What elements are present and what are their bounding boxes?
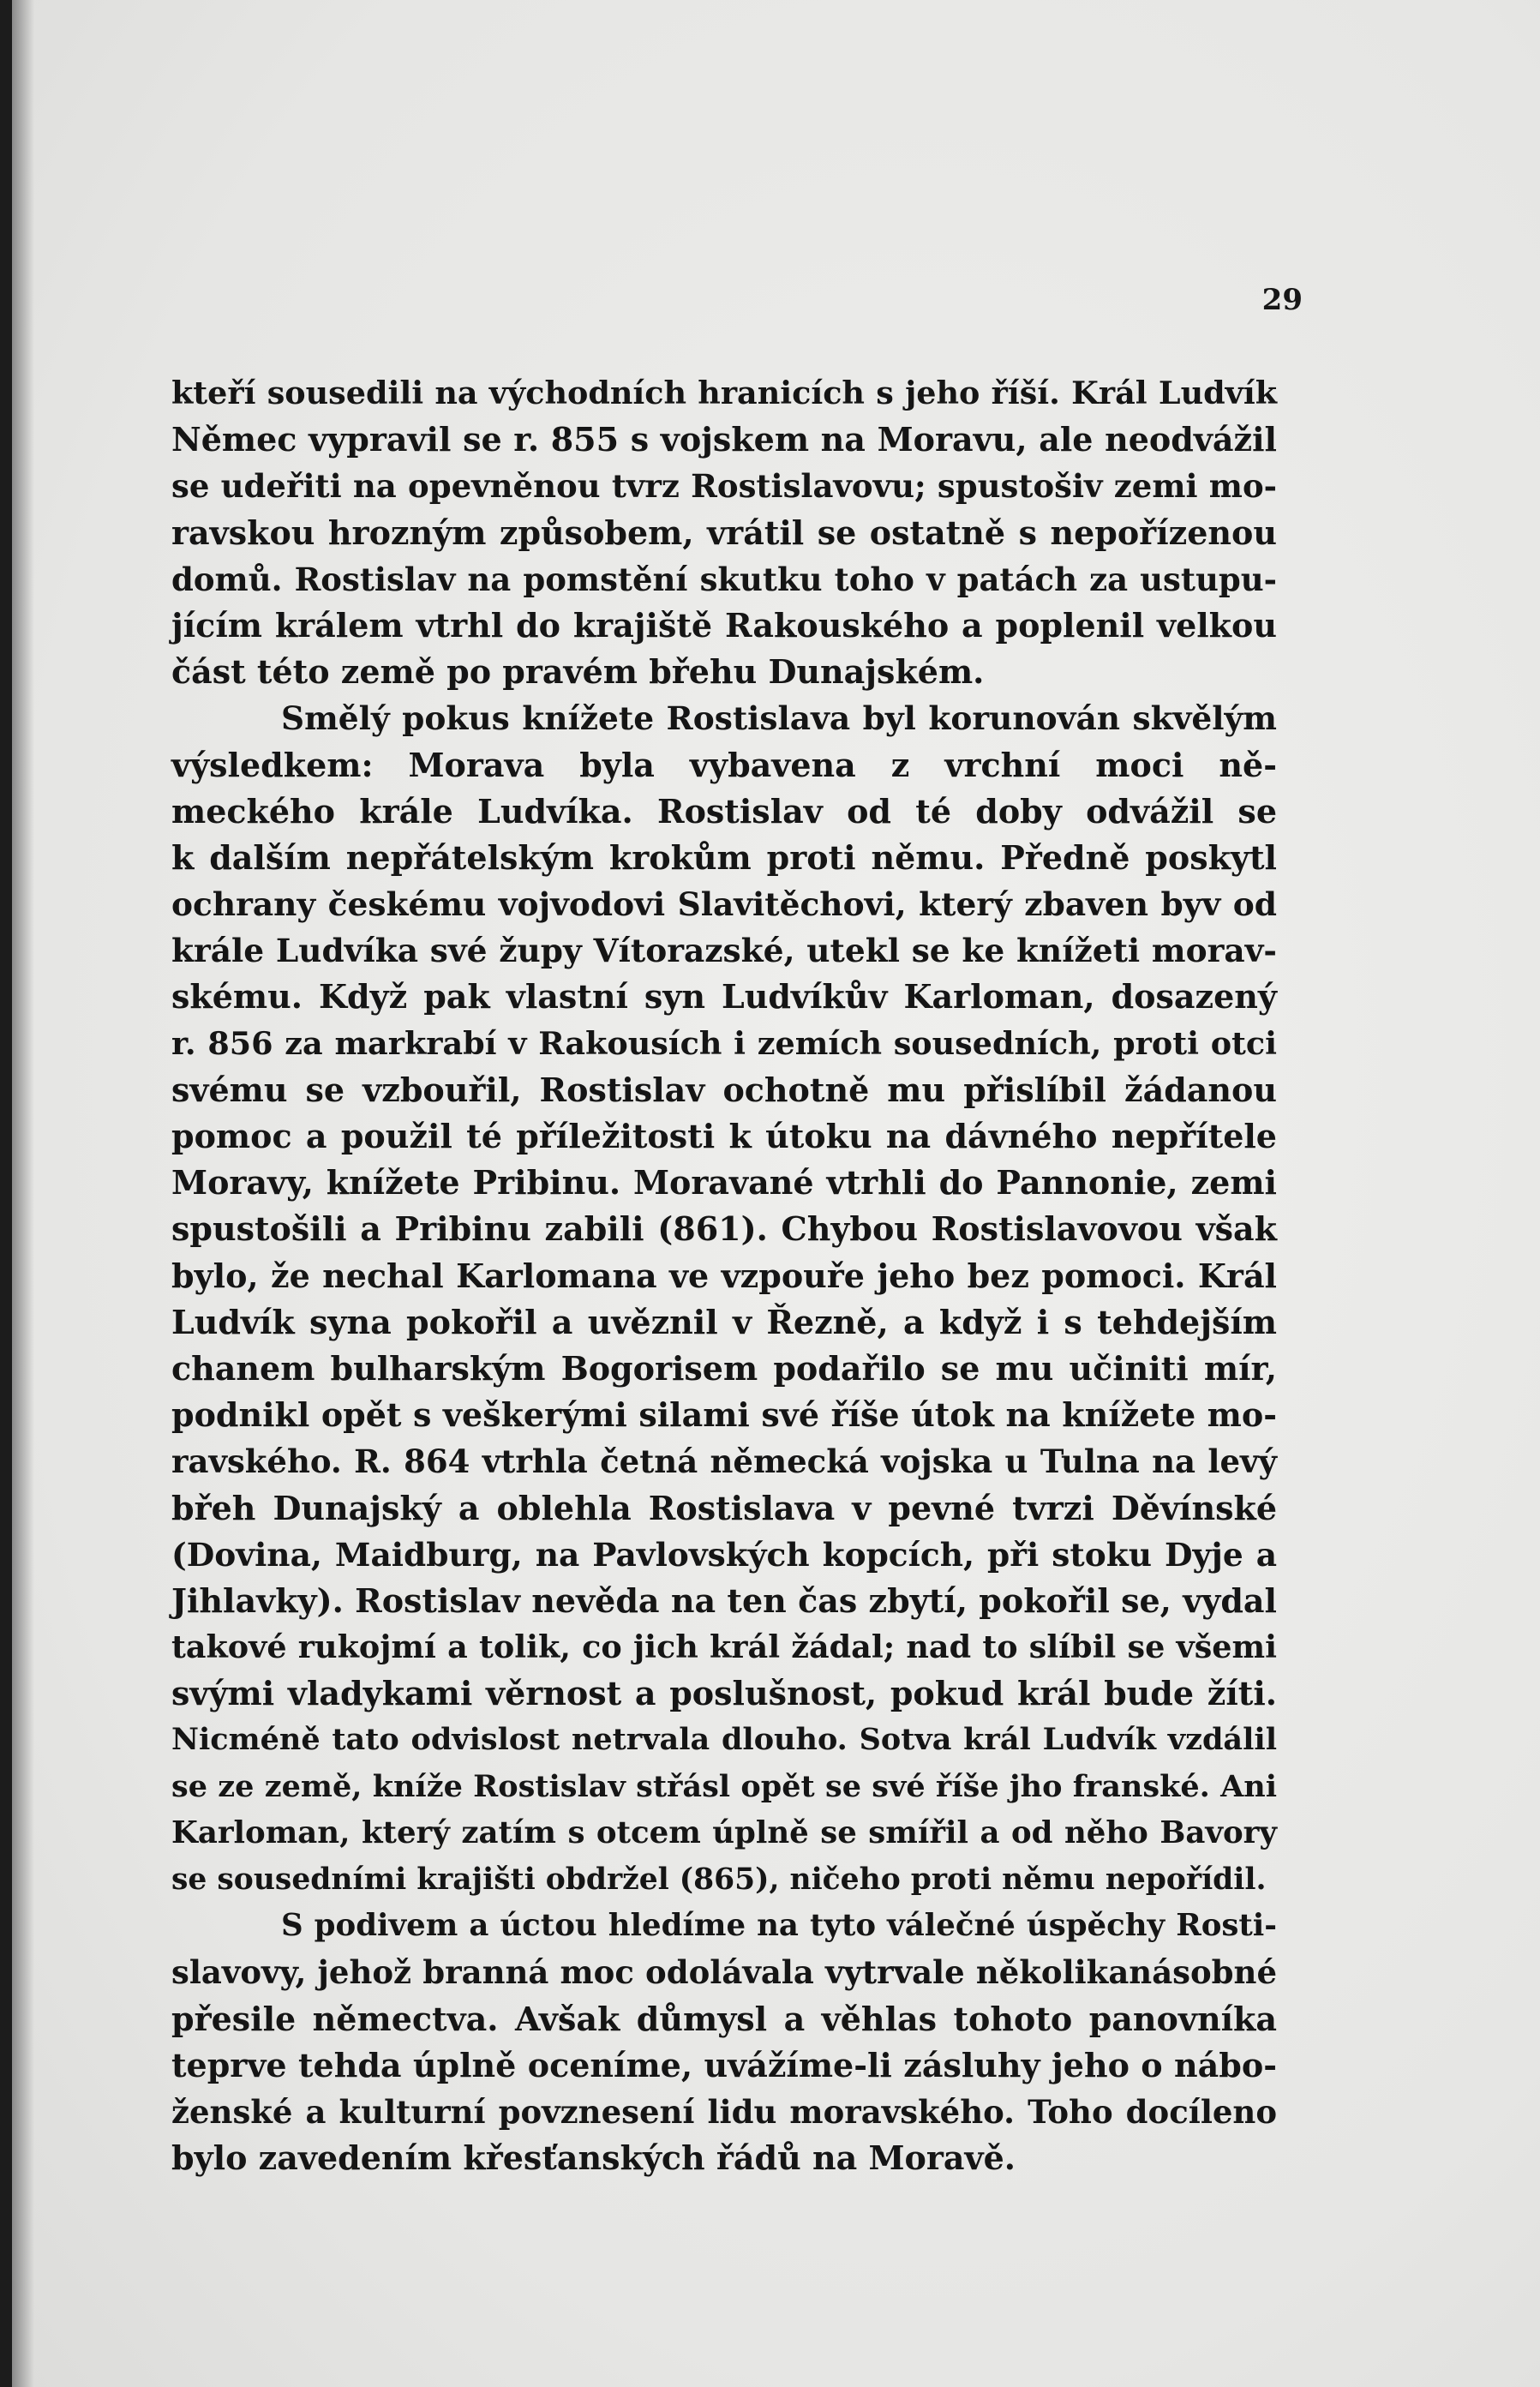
text-line: Jihlavky). Rostislav nevěda na ten čas zbytí, pokořil se, vydal bbox=[171, 1580, 1277, 1620]
text-line: kteří sousedili na východních hranicích s jeho říší. Král Ludvík bbox=[171, 375, 1277, 411]
text-line: Ludvík syna pokořil a uvěznil v Řezně, a když i s tehdejším bbox=[171, 1302, 1277, 1341]
page-edge-shadow bbox=[12, 0, 34, 2387]
text-line: se ze země, kníže Rostislav střásl opět se své říše jho franské. Ani bbox=[171, 1768, 1277, 1804]
text-line: (Dovina, Maidburg, na Pavlovských kopcích, při stoku Dyje a bbox=[171, 1535, 1277, 1574]
text-line: ochrany českému vojvodovi Slavitěchovi, který zbaven byv od bbox=[171, 885, 1277, 924]
text-line: meckého krále Ludvíka. Rostislav od té doby odvážil se bbox=[171, 791, 1277, 831]
page-number: 29 bbox=[1261, 283, 1303, 317]
text-line: domů. Rostislav na pomstění skutku toho v patách za ustupu- bbox=[171, 560, 1277, 598]
text-line: bylo, že nechal Karlomana ve vzpouře jeho bez pomoci. Král bbox=[171, 1256, 1277, 1295]
text-line: r. 856 za markrabí v Rakousích i zemích sousedních, proti otci bbox=[171, 1024, 1277, 1062]
text-line: svému se vzbouřil, Rostislav ochotně mu přislíbil žádanou bbox=[171, 1070, 1277, 1109]
text-line: bylo zavedením křesťanských řádů na Moravě. bbox=[171, 2138, 1016, 2178]
body-text bbox=[171, 370, 1277, 2181]
text-line: spustošili a Pribinu zabili (861). Chybou Rostislavovou však bbox=[171, 1209, 1277, 1249]
text-line: jícím králem vtrhl do krajiště Rakouského a poplenil velkou bbox=[171, 605, 1277, 645]
text-line: se sousedními krajišti obdržel (865), ničeho proti němu nepořídil. bbox=[171, 1862, 1267, 1897]
text-line: Karloman, který zatím s otcem úplně se smířil a od něho Bavory bbox=[171, 1814, 1277, 1850]
text-line: krále Ludvíka své župy Vítorazské, utekl se ke knížeti morav- bbox=[171, 932, 1277, 970]
text-line: Nicméně tato odvislost netrvala dlouho. Sotva král Ludvík vzdálil bbox=[171, 1722, 1277, 1758]
text-line: ravského. R. 864 vtrhla četná německá vojska u Tulna na levý bbox=[171, 1442, 1277, 1481]
text-line: skému. Když pak vlastní syn Ludvíkův Karloman, dosazený bbox=[171, 977, 1277, 1017]
paragraph-start-line: Smělý pokus knížete Rostislava byl korunován skvělým bbox=[281, 699, 1277, 738]
text-line: se udeřiti na opevněnou tvrz Rostislavovu; spustošiv zemi mo- bbox=[171, 467, 1277, 506]
text-line: teprve tehda úplně oceníme, uvážíme-li zásluhy jeho o nábo- bbox=[171, 2045, 1277, 2084]
text-line: ravskou hrozným způsobem, vrátil se ostatně s nepořízenou bbox=[171, 513, 1277, 552]
text-line: podnikl opět s veškerými silami své říše útok na knížete mo- bbox=[171, 1395, 1277, 1435]
paragraph-start-line: S podivem a úctou hledíme na tyto válečné úspěchy Rosti- bbox=[281, 1908, 1277, 1944]
text-line: část této země po pravém břehu Dunajském. bbox=[171, 652, 985, 692]
text-line: slavovy, jehož branná moc odolávala vytrvale několikanásobné bbox=[171, 1953, 1277, 1992]
text-line: přesile němectva. Avšak důmysl a věhlas tohoto panovníka bbox=[171, 1999, 1277, 2038]
text-line: Němec vypravil se r. 855 s vojskem na Moravu, ale neodvážil bbox=[171, 420, 1277, 459]
text-line: svými vladykami věrnost a poslušnost, pokud král bude žíti. bbox=[171, 1674, 1277, 1713]
text-line: břeh Dunajský a oblehla Rostislava v pevné tvrzi Děvínské bbox=[171, 1488, 1277, 1527]
text-line: ženské a kulturní povznesení lidu moravského. Toho docíleno bbox=[171, 2092, 1277, 2131]
text-line: výsledkem: Morava byla vybavena z vrchní moci ně- bbox=[171, 745, 1277, 784]
text-line: Moravy, knížete Pribinu. Moravané vtrhli do Pannonie, zemi bbox=[171, 1163, 1277, 1202]
text-line: takové rukojmí a tolik, co jich král žádal; nad to slíbil se všemi bbox=[171, 1628, 1277, 1666]
text-line: pomoc a použil té příležitosti k útoku na dávného nepřítele bbox=[171, 1117, 1277, 1155]
text-line: k dalším nepřátelským krokům proti němu. Předně poskytl bbox=[171, 837, 1277, 877]
text-line: chanem bulharským Bogorisem podařilo se mu učiniti mír, bbox=[171, 1348, 1277, 1388]
